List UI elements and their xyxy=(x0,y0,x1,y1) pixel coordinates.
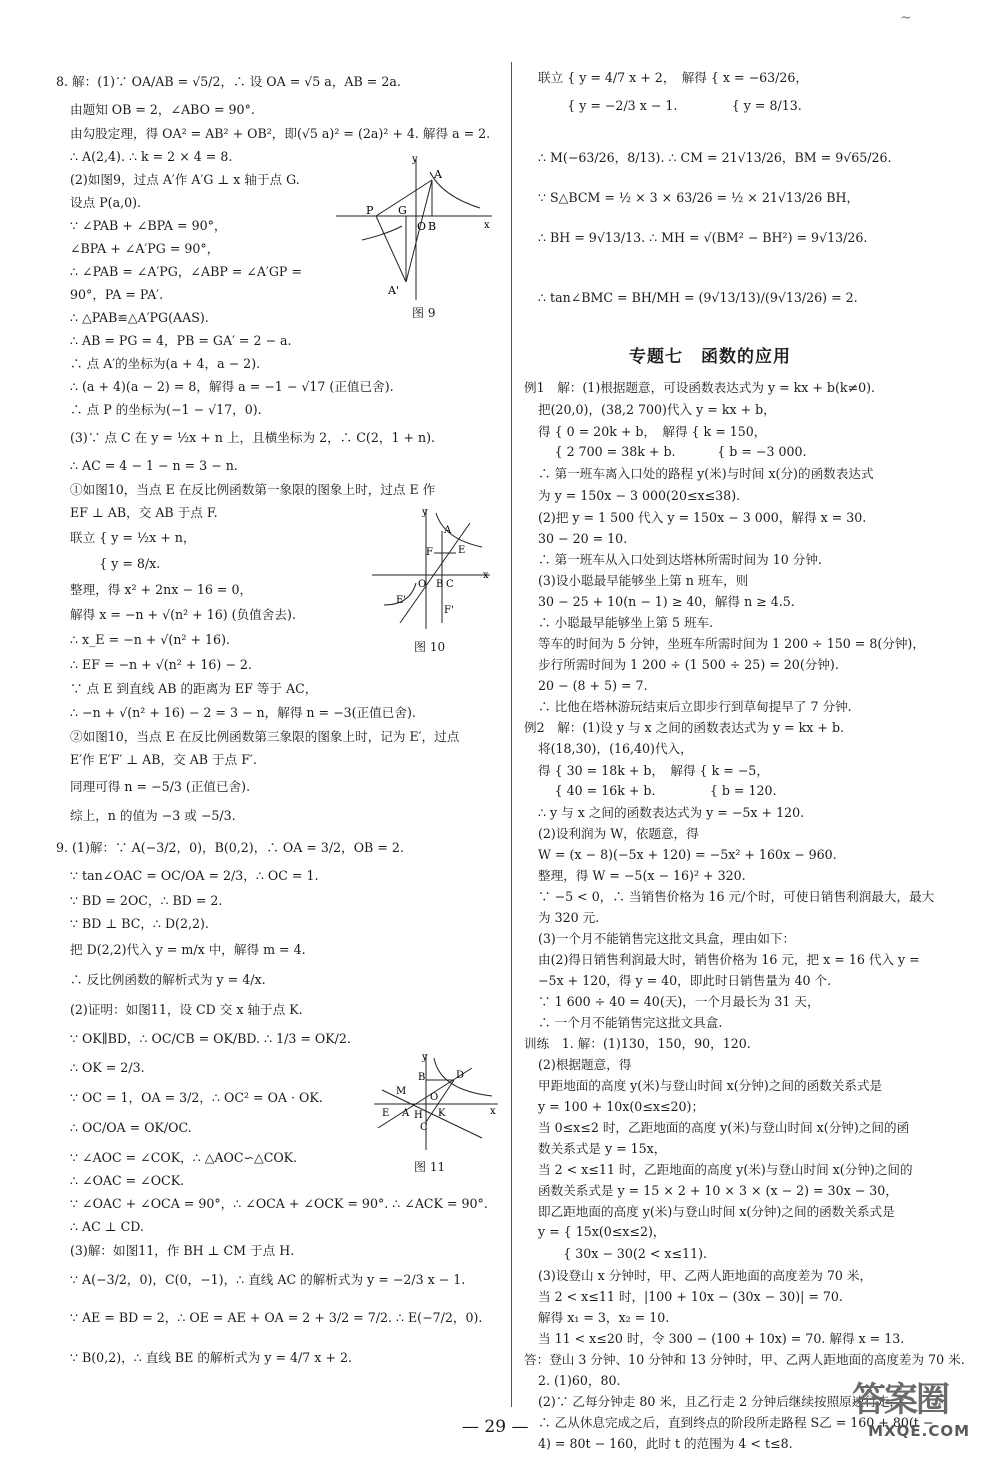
label-x: x xyxy=(484,220,490,231)
label-a: A xyxy=(444,525,452,536)
label-y: y xyxy=(412,154,418,165)
text-line: ①如图10，当点 E 在反比例函数第一象限的图象上时，过点 E 作 xyxy=(70,482,436,497)
label-c: C xyxy=(446,579,454,590)
text-line: 得 { 30 = 18k + b， 解得 { k = −5， xyxy=(538,763,769,778)
text-line: { 40 = 16k + b. { b = 120. xyxy=(538,783,777,798)
text-line: ∴ 反比例函数的解析式为 y = 4/x. xyxy=(70,972,266,987)
text-line: (2)根据题意，得 xyxy=(538,1057,632,1072)
text-line: ∵ OC = 1，OA = 3/2，∴ OC² = OA · OK. xyxy=(70,1090,323,1105)
label-h: H xyxy=(414,1110,423,1121)
text-line: ∴ 乙从休息完成之后，直到终点的阶段所走路程 S乙 = 160 + 80(t − xyxy=(538,1415,934,1430)
figure-11-caption: 图 11 xyxy=(414,1160,446,1174)
text-line: (3)设登山 x 分钟时，甲、乙两人距地面的高度差为 70 米， xyxy=(538,1268,873,1283)
text-line: 30 − 25 + 10(n − 1) ≥ 40，解得 n ≥ 4.5. xyxy=(538,594,795,609)
text-line: ∵ 点 E 到直线 AB 的距离为 EF 等于 AC， xyxy=(70,681,318,696)
text-line: 联立 { y = ½x + n， xyxy=(70,530,196,545)
text-line: ∵ 1 600 ÷ 40 = 40(天)，一个月最长为 31 天， xyxy=(538,994,820,1009)
text-line: ∵ A(−3/2，0)，C(0，−1)，∴ 直线 AC 的解析式为 y = −2/3 x − 1. xyxy=(70,1272,466,1287)
text-line: (2)如图9，过点 A′作 A′G ⊥ x 轴于点 G. xyxy=(70,172,300,187)
text-line: ∵ tan∠OAC = OC/OA = 2/3，∴ OC = 1. xyxy=(70,868,319,883)
label-o: O xyxy=(417,220,427,233)
text-line: ∴ (a + 4)(a − 2) = 8，解得 a = −1 − √17 (正值已舍). xyxy=(70,379,394,394)
text-line: 即乙距地面的高度 y(米)与登山时间 x(分钟)之间的函数关系式是 xyxy=(538,1204,895,1219)
section-title: 专题七 函数的应用 xyxy=(629,347,791,367)
label-b: B xyxy=(436,579,444,590)
column-divider xyxy=(511,62,512,1407)
figure-10-caption: 图 10 xyxy=(414,640,446,654)
text-line: (3)∵ 点 C 在 y = ½x + n 上，且横坐标为 2，∴ C(2，1 + n). xyxy=(70,430,436,445)
text-line: 答：登山 3 分钟、10 分钟和 13 分钟时，甲、乙两人距地面的高度差为 70 米. xyxy=(524,1352,965,1367)
text-line: 20 − (8 + 5) = 7. xyxy=(538,678,648,693)
corner-mark: ~ xyxy=(900,10,912,26)
text-line: 步行所需时间为 1 200 ÷ (1 500 ÷ 25) = 20(分钟). xyxy=(538,657,839,672)
label-g: G xyxy=(398,204,407,217)
text-line: ∴ 一个月不能销售完这批文具盒. xyxy=(538,1015,723,1030)
text-line: 90°，PA = PA′. xyxy=(70,287,164,302)
label-e: E xyxy=(382,1108,390,1119)
text-line: 函数关系式是 y = 15 × 2 + 10 × 3 × (x − 2) = 30x − 30， xyxy=(538,1183,898,1198)
text-line: ∴ EF = −n + √(n² + 16) − 2. xyxy=(70,657,252,672)
text-line: (3)一个月不能销售完这批文具盒，理由如下： xyxy=(538,931,796,946)
label-o: O xyxy=(418,579,427,590)
text-line: W = (x − 8)(−5x + 120) = −5x² + 160x − 960. xyxy=(538,847,837,862)
text-line: ②如图10，当点 E 在反比例函数第三象限的图象上时，记为 E′，过点 xyxy=(70,729,460,744)
text-line: y = { 15x(0≤x≤2)， xyxy=(538,1224,666,1239)
text-line: { 2 700 = 38k + b. { b = −3 000. xyxy=(538,444,807,459)
label-f: F xyxy=(426,547,433,558)
text-line: ∵ ∠PAB + ∠BPA = 90°， xyxy=(70,218,227,233)
label-x: x xyxy=(490,1106,496,1117)
text-line: (3)设小聪最早能够坐上第 n 班车，则 xyxy=(538,573,749,588)
text-line: (2)∵ 乙每分钟走 80 米，且乙行走 2 分钟后继续按照原速行走， xyxy=(538,1394,903,1409)
text-line: ∠BPA + ∠A′PG = 90°， xyxy=(70,241,220,256)
watermark-url: MXQE.COM xyxy=(868,1422,970,1440)
text-line: 2. (1)60，80. xyxy=(538,1373,621,1388)
text-line: ∴ x_E = −n + √(n² + 16). xyxy=(70,632,230,647)
text-line: 解得 x₁ = 3，x₂ = 10. xyxy=(538,1310,670,1325)
watermark-logo-text: 答案圈 xyxy=(852,1380,948,1420)
hyperbola-branch-1 xyxy=(436,513,482,547)
figure-9 xyxy=(332,150,502,310)
text-line: ∴ y 与 x 之间的函数表达式为 y = −5x + 120. xyxy=(538,805,805,820)
text-line: 当 2 < x≤11 时，|100 + 10x − (30x − 30)| = 70. xyxy=(538,1289,843,1304)
text-line: ∴ ∠PAB = ∠A′PG，∠ABP = ∠A′GP = xyxy=(70,264,302,279)
text-line: ∴ ∠OAC = ∠OCK. xyxy=(70,1173,185,1188)
label-b: B xyxy=(428,220,437,233)
text-line: ∴ AB = PG = 4，PB = GA′ = 2 − a. xyxy=(70,333,292,348)
text-line: 把 D(2,2)代入 y = m/x 中，解得 m = 4. xyxy=(70,942,306,957)
text-line: ∴ 第一班车从入口处到达塔林所需时间为 10 分钟. xyxy=(538,552,822,567)
text-line: (3)解：如图11，作 BH ⊥ CM 于点 H. xyxy=(70,1243,295,1258)
text-line: 将(18,30)，(16,40)代入， xyxy=(538,741,693,756)
figure-10 xyxy=(370,505,495,635)
text-line: ∴ AC ⊥ CD. xyxy=(70,1219,144,1234)
label-x: x xyxy=(483,570,489,581)
text-line: 综上，n 的值为 −3 或 −5/3. xyxy=(70,808,236,823)
line-ab xyxy=(400,523,470,623)
text-line: ∵ ∠OAC + ∠OCA = 90°，∴ ∠OCA + ∠OCK = 90°. ∴ ∠ACK = 90°. xyxy=(70,1196,488,1211)
page-number: — 29 — xyxy=(462,1417,529,1437)
text-line: ∴ OK = 2/3. xyxy=(70,1060,145,1075)
text-line: 9. (1)解：∵ A(−3/2，0)，B(0,2)，∴ OA = 3/2，OB = 2. xyxy=(56,840,404,855)
label-e: E xyxy=(458,545,466,556)
text-line: ∴ 第一班车离入口处的路程 y(米)与时间 x(分)的函数表达式 xyxy=(538,466,874,481)
text-line: ∵ OK∥BD，∴ OC/CB = OK/BD. ∴ 1/3 = OK/2. xyxy=(70,1031,351,1046)
text-line: EF ⊥ AB，交 AB 于点 F. xyxy=(70,505,218,520)
text-line: 当 2 < x≤11 时，乙距地面的高度 y(米)与登山时间 x(分钟)之间的 xyxy=(538,1162,913,1177)
text-line: 由勾股定理，得 OA² = AB² + OB²，即(√5 a)² = (2a)² + 4. 解得 a = 2. xyxy=(70,126,491,141)
text-line: 联立 { y = 4/7 x + 2， 解得 { x = −63/26， xyxy=(538,70,809,85)
label-y: y xyxy=(422,507,428,518)
text-line: ∵ ∠AOC = ∠COK，∴ △AOC∽△COK. xyxy=(70,1150,298,1165)
text-line: 把(20,0)，(38,2 700)代入 y = kx + b， xyxy=(538,402,776,417)
text-line: 当 11 < x≤20 时，令 300 − (100 + 10x) = 70. 解得 x = 13. xyxy=(538,1331,905,1346)
text-line: ∴ −n + √(n² + 16) − 2 = 3 − n，解得 n = −3(正值已舍). xyxy=(70,705,416,720)
text-line: 训练 1. 解：(1)130，150，90，120. xyxy=(524,1036,751,1051)
label-b: B xyxy=(418,1072,426,1083)
text-line: ∵ AE = BD = 2，∴ OE = AE + OA = 2 + 3/2 = 7/2. ∴ E(−7/2，0). xyxy=(70,1310,483,1325)
label-o: O xyxy=(430,1092,439,1103)
text-line: ∴ 点 P 的坐标为(−1 − √17，0). xyxy=(70,402,262,417)
text-line: ∴ 比他在塔林游玩结束后立即步行到草甸提早了 7 分钟. xyxy=(538,699,852,714)
label-m: M xyxy=(396,1086,407,1097)
text-line: E′作 E′F′ ⊥ AB，交 AB 于点 F′. xyxy=(70,752,257,767)
text-line: (2)设利润为 W，依题意，得 xyxy=(538,826,699,841)
text-line: 解得 x = −n + √(n² + 16) (负值舍去). xyxy=(70,607,296,622)
text-line: 数关系式是 y = 15x， xyxy=(538,1141,667,1156)
label-e-prime: E' xyxy=(396,595,407,606)
text-line: (2)把 y = 1 500 代入 y = 150x − 3 000，解得 x = 30. xyxy=(538,510,867,525)
label-a: A xyxy=(402,1108,410,1119)
text-line: ∴ AC = 4 − 1 − n = 3 − n. xyxy=(70,458,238,473)
text-line: ∴ tan∠BMC = BH/MH = (9√13/13)/(9√13/26) = 2. xyxy=(538,290,858,305)
text-line: ∴ 点 A′的坐标为(a + 4，a − 2). xyxy=(70,356,261,371)
text-line: 设点 P(a,0). xyxy=(70,195,142,210)
text-line: ∵ BD ⊥ BC，∴ D(2,2). xyxy=(70,916,209,931)
text-line: 由题知 OB = 2，∠ABO = 90°. xyxy=(70,102,255,117)
text-line: ∵ BD = 2OC，∴ BD = 2. xyxy=(70,893,223,908)
text-line: ∴ OC/OA = OK/OC. xyxy=(70,1120,192,1135)
text-line: ∴ △PAB≌△A′PG(AAS). xyxy=(70,310,209,325)
text-line: { 30x − 30(2 < x≤11). xyxy=(538,1246,707,1261)
label-k: K xyxy=(438,1108,446,1119)
label-a: A xyxy=(434,168,442,181)
watermark xyxy=(842,1370,982,1454)
text-line: ∴ M(−63/26，8/13). ∴ CM = 21√13/26，BM = 9√65/26. xyxy=(538,150,892,165)
text-line: 由(2)得日销售利润最大时，销售价格为 16 元，把 x = 16 代入 y = xyxy=(538,952,920,967)
text-line: 等车的时间为 5 分钟，坐班车所需时间为 1 200 ÷ 150 = 8(分钟)， xyxy=(538,636,925,651)
label-f-prime: F' xyxy=(444,605,454,616)
text-line: −5x + 120，得 y = 40，即此时日销售量为 40 个. xyxy=(538,973,832,988)
text-line: ∴ BH = 9√13/13. ∴ MH = √(BM² − BH²) = 9√13/26. xyxy=(538,230,868,245)
text-line: { y = 8/x. xyxy=(70,556,161,571)
figure-9-caption: 图 9 xyxy=(412,306,436,320)
text-line: ∵ B(0,2)，∴ 直线 BE 的解析式为 y = 4/7 x + 2. xyxy=(70,1350,352,1365)
text-line: 为 320 元. xyxy=(538,910,600,925)
text-line: { y = −2/3 x − 1. { y = 8/13. xyxy=(538,98,802,113)
text-line: y = 100 + 10x(0≤x≤20)； xyxy=(538,1099,705,1114)
label-a-prime: A' xyxy=(388,284,399,297)
text-line: 整理，得 W = −5(x − 16)² + 320. xyxy=(538,868,746,883)
text-line: 为 y = 150x − 3 000(20≤x≤38). xyxy=(538,488,741,503)
figure-11 xyxy=(372,1050,502,1155)
text-line: 得 { 0 = 20k + b， 解得 { k = 150， xyxy=(538,424,767,439)
label-y: y xyxy=(422,1052,428,1063)
text-line: 同理可得 n = −5/3 (正值已舍). xyxy=(70,779,251,794)
label-d: D xyxy=(456,1070,465,1081)
text-line: 当 0≤x≤2 时，乙距地面的高度 y(米)与登山时间 x(分钟)之间的函 xyxy=(538,1120,910,1135)
text-line: 4) = 80t − 160，此时 t 的范围为 4 < t≤8. xyxy=(538,1436,793,1451)
text-line: 例1 解：(1)根据题意，可设函数表达式为 y = kx + b(k≠0). xyxy=(524,380,876,395)
text-line: ∵ S△BCM = ½ × 3 × 63/26 = ½ × 21√13/26 BH， xyxy=(538,190,860,205)
text-line: ∴ 小聪最早能够坐上第 5 班车. xyxy=(538,615,714,630)
label-p: P xyxy=(366,204,374,217)
text-line: 例2 解：(1)设 y 与 x 之间的函数表达式为 y = kx + b. xyxy=(524,720,845,735)
text-line: 整理，得 x² + 2nx − 16 = 0， xyxy=(70,582,253,597)
text-line: 30 − 20 = 10. xyxy=(538,531,628,546)
text-line: 甲距地面的高度 y(米)与登山时间 x(分钟)之间的函数关系式是 xyxy=(538,1078,883,1093)
label-c: C xyxy=(420,1122,428,1133)
text-line: ∴ A(2,4). ∴ k = 2 × 4 = 8. xyxy=(70,149,233,164)
text-line: ∵ −5 < 0，∴ 当销售价格为 16 元/个时，可使日销售利润最大，最大 xyxy=(538,889,935,904)
text-line: (2)证明：如图11，设 CD 交 x 轴于点 K. xyxy=(70,1002,303,1017)
text-line: 8. 解：(1)∵ OA/AB = √5/2，∴ 设 OA = √5 a，AB = 2a. xyxy=(56,74,401,89)
